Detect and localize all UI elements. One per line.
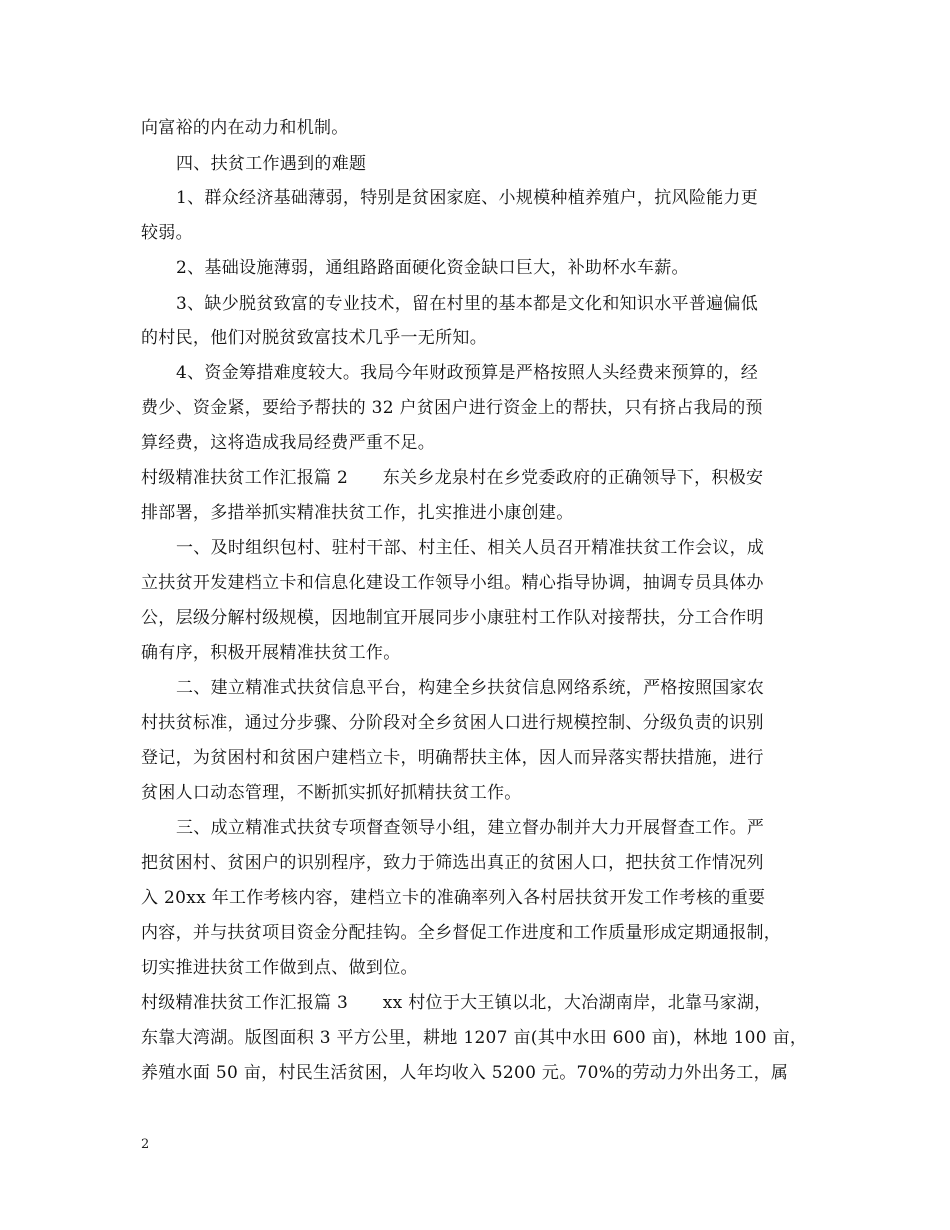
text-line: 登记，为贫困村和贫困户建档立卡，明确帮扶主体，因人而异落实帮扶措施，进行 xyxy=(141,748,764,768)
text-line: 三、成立精准式扶贫专项督查领导小组，建立督办制并大力开展督查工作。严 xyxy=(176,818,765,838)
text-line: 1、群众经济基础薄弱，特别是贫困家庭、小规模种植养殖户，抗风险能力更 xyxy=(176,188,759,208)
text-line: 排部署，多措举抓实精准扶贫工作，扎实推进小康创建。 xyxy=(141,503,574,523)
text-line: 把贫困村、贫困户的识别程序，致力于筛选出真正的贫困人口，把扶贫工作情况列 xyxy=(141,853,764,873)
section-heading: 四、扶贫工作遇到的难题 xyxy=(176,154,367,174)
text-line: 公，层级分解村级规模，因地制宜开展同步小康驻村工作队对接帮扶，分工合作明 xyxy=(141,608,764,628)
page-number: 2 xyxy=(141,1137,150,1152)
text-line: 2、基础设施薄弱，通组路路面硬化资金缺口巨大，补助杯水车薪。 xyxy=(176,258,689,278)
text-line: 立扶贫开发建档立卡和信息化建设工作领导小组。精心指导协调，抽调专员具体办 xyxy=(141,573,764,593)
text-line: 一、及时组织包村、驻村干部、村主任、相关人员召开精准扶贫工作会议，成 xyxy=(176,538,765,558)
text-line: 内容，并与扶贫项目资金分配挂钩。全乡督促工作进度和工作质量形成定期通报制， xyxy=(141,923,782,943)
text-line: 确有序，积极开展精准扶贫工作。 xyxy=(141,643,401,663)
text-line: 东靠大湾湖。版图面积 3 平方公里，耕地 1207 亩(其中水田 600 亩)，林地 100 亩， xyxy=(141,1028,808,1048)
text-line: 入 20xx 年工作考核内容，建档立卡的准确率列入各村居扶贫开发工作考核的重要 xyxy=(141,888,766,908)
text-line: 较弱。 xyxy=(141,223,193,243)
text-line: 3、缺少脱贫致富的专业技术，留在村里的基本都是文化和知识水平普遍偏低 xyxy=(176,294,759,314)
text-line: 向富裕的内在动力和机制。 xyxy=(141,118,349,138)
report-heading-2: 村级精准扶贫工作汇报篇 2 东关乡龙泉村在乡党委政府的正确领导下，积极安 xyxy=(141,468,764,488)
text-line: 4、资金筹措难度较大。我局今年财政预算是严格按照人头经费来预算的，经 xyxy=(176,363,759,383)
report-heading-3: 村级精准扶贫工作汇报篇 3 xx 村位于大王镇以北，大冶湖南岸，北靠马家湖， xyxy=(141,993,772,1013)
text-line: 切实推进扶贫工作做到点、做到位。 xyxy=(141,958,418,978)
text-line: 贫困人口动态管理，不断抓实抓好抓精扶贫工作。 xyxy=(141,783,522,803)
text-line: 费少、资金紧，要给予帮扶的 32 户贫困户进行资金上的帮扶，只有挤占我局的预 xyxy=(141,398,763,418)
text-line: 的村民，他们对脱贫致富技术几乎一无所知。 xyxy=(141,328,487,348)
text-line: 养殖水面 50 亩，村民生活贫困，人年均收入 5200 元。70%的劳动力外出务工，属 xyxy=(141,1063,789,1083)
text-line: 二、建立精准式扶贫信息平台，构建全乡扶贫信息网络系统，严格按照国家农 xyxy=(176,678,765,698)
text-line: 村扶贫标准，通过分步骤、分阶段对全乡贫困人口进行规模控制、分级负责的识别 xyxy=(141,713,764,733)
text-line: 算经费，这将造成我局经费严重不足。 xyxy=(141,433,436,453)
